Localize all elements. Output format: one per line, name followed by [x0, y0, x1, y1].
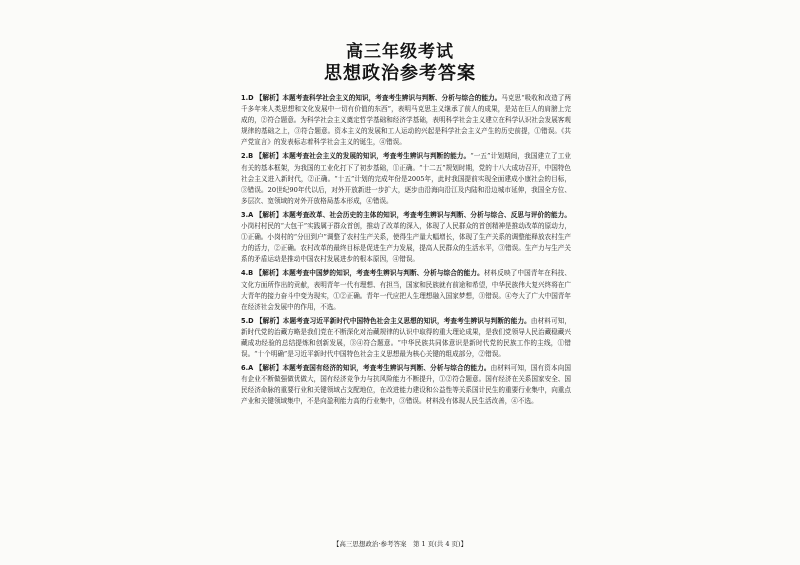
page-subtitle: 思想政治参考答案 — [324, 63, 476, 84]
answer-item-3 — [241, 210, 571, 265]
answer-item-4 — [241, 268, 571, 312]
answer-lead: 1.D 【解析】本题考查科学社会主义的知识，考查考生辨识与判断、分析与综合的能力。 — [241, 94, 502, 102]
answer-lead: 4.B 【解析】本题考查中国梦的知识，考查考生辨识与判断、分析与综合的能力。 — [241, 269, 484, 278]
page-title: 高三年级考试 — [346, 42, 454, 62]
answer-text: “一五”计划期间，我国建立了工业有关的基本框架，为我国的工业化打下了初步基础，①正确。“十二五”规划时期，党的十八大成功召开，中国特色社会主义进入新时代，②正确。“十五”计划的完成年份是2005年，此时我国提前实现全面建成小康社会的目标，③错误。20世纪90年代以后，对外开放新进一步扩大，逐步由沿海向沿江及内陆和沿边城市延伸，我国全方位、多层次、宽领域的对外开放格局基本形成，④错误。 — [241, 152, 571, 205]
answer-item-5 — [241, 316, 571, 360]
answer-text: 小岗村村民的“大包干”实践属于群众首创，推动了改革的深入，体现了人民群众的首创精神是推动改革的原动力，①正确。小岗村的“分田到户”调整了农村生产关系，使得生产量大幅增长，体现了生产关系的调整能释放农村生产力的活力，②正确。农村改革的最终目标是促进生产力发展，提高人民群众的生活水平，③错误。生产力与生产关系的矛盾运动是推动中国农村发展进步的根本原因，④错误。 — [241, 222, 571, 264]
answer-item-2 — [241, 151, 571, 206]
answer-item-6 — [241, 363, 571, 407]
answer-text: 由材料可知，国有资本向国有企业不断做强做优做大，国有经济竞争力与抗风险能力不断提升，①②符合题意。国有经济在关系国家安全、国民经济命脉的重要行业和关键领域占支配地位，在改进能力建设和公益性等关系国计民生的重要行业集中，向重点产业和关键领域集中，不是向盈利能力高的行业集中，③错误。材料没有体现人民生活改善，④不选。 — [241, 364, 571, 406]
answer-text: 由材料可知，新时代党的治藏方略是我们党在不断深化对治藏规律的认识中取得的重大理论成果，是我们党领导人民治藏稳藏兴藏成功经验的总结提炼和创新发展，③④符合题意。“中华民族共同体意识是新时代党的民族工作的主线，①错误。“十个明确”是习近平新时代中国特色社会主义思想最为核心关键的组成部分，②错误。 — [241, 316, 571, 359]
answer-text: 材料反映了中国青年在科技、文化方面所作出的贡献，表明青年一代有理想、有担当，国家和民族就有前途和希望，中华民族伟大复兴终将在广大青年的接力奋斗中变为现实，①②正确。青年一代应把人生理想融入国家梦想，③错误。④夸大了广大中国青年在经济社会发展中的作用，不选。 — [241, 269, 571, 311]
answer-body — [241, 93, 571, 411]
page-footer: 【高三思想政治·参考答案 第 1 页(共 4 页)】 — [332, 540, 468, 548]
answer-text: 马克思“吸收和改造了两千多年来人类思想和文化发展中一切有价值的东西”，表明马克思主义继承了前人的成果，是站在巨人的肩膀上完成的，②符合题意。为科学社会主义奠定哲学基础和经济学基础，表明科学社会主义建立在科学认识社会发展客观规律的基础之上，③符合题意。资本主义的发展和工人运动的兴起是科学社会主义产生的历史前提，①错误。《共产党宣言》的发表标志着科学社会主义的诞生，④错误。 — [241, 94, 571, 147]
answer-lead: 2.B 【解析】本题考查社会主义的发展的知识，考查考生辨识与判断的能力。 — [241, 152, 471, 161]
answer-lead: 5.D 【解析】本题考查习近平新时代中国特色社会主义思想的知识，考查考生辨识与判断的能力。 — [241, 316, 531, 325]
answer-item-1 — [241, 93, 571, 148]
answer-lead: 6.A 【解析】本题考查国有经济的知识，考查考生辨识与判断、分析与综合的能力。 — [241, 364, 491, 373]
answer-lead: 3.A 【解析】本题考查改革、社会历史的主体的知识，考查考生辨识与判断、分析与综合、反思与评价的能力。 — [241, 210, 571, 219]
